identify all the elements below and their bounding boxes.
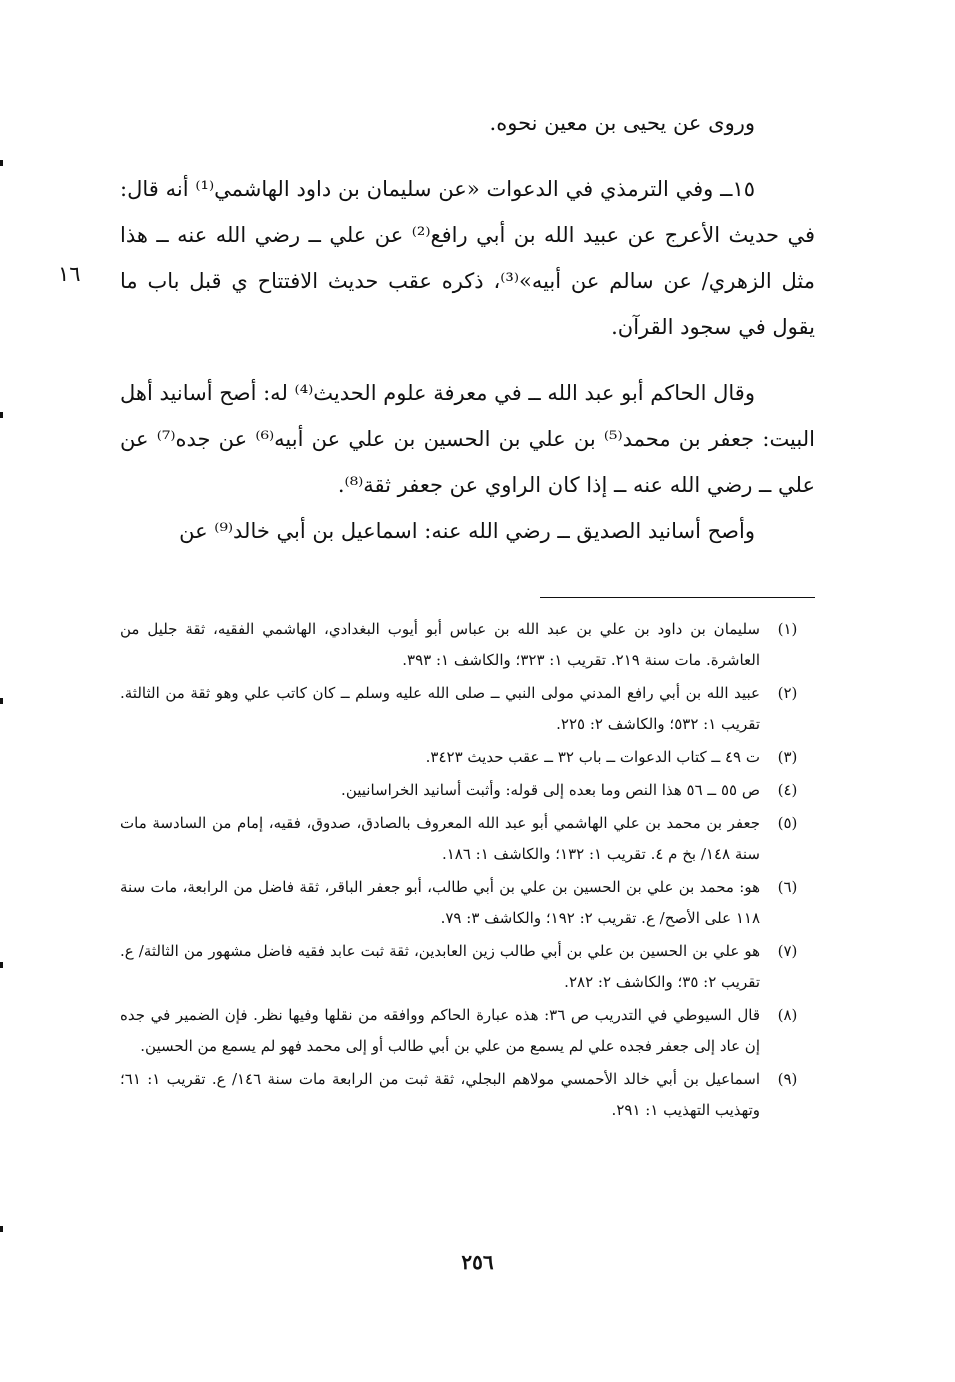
paragraph-3: وقال الحاكم أبو عبد الله ــ في معرفة علوم الحديث⁽⁴⁾ له: أصح أسانيد أهل البيت: جعفر بن محمد⁽⁵⁾ بن علي بن الحسين بن علي عن أبيه⁽⁶⁾ عن جده⁽⁷⁾ عن علي ــ رضي الله عنه ــ إذا كان الراوي عن جعفر ثقة⁽⁸⁾. — [120, 381, 815, 497]
footnote — [120, 614, 815, 676]
footnote-text: عبيد الله بن أبي رافع المدني مولى النبي ــ صلى الله عليه وسلم ــ كان كاتب علي وهو ثقة من الثالثة. تقريب ١: ٥٣٢؛ والكاشف ٢: ٢٢٥. — [120, 684, 760, 733]
scan-edge-mark — [0, 1226, 3, 1232]
footnote-number: (١) — [777, 620, 798, 638]
page-number: ٢٥٦ — [461, 1250, 494, 1274]
footnote — [120, 1000, 815, 1062]
footnote-divider — [540, 597, 815, 598]
scan-edge-mark — [0, 160, 3, 166]
paragraph-1: وروى عن يحيى بن معين نحوه. — [489, 111, 755, 135]
footnote — [120, 872, 815, 934]
footnote — [120, 1064, 815, 1126]
footnote-number: (٨) — [777, 1006, 798, 1024]
footnote — [120, 808, 815, 870]
footnote — [120, 936, 815, 998]
footnote-number: (٥) — [777, 814, 798, 832]
footnote-text: سليمان بن داود بن علي بن عبد الله بن عباس أبو أيوب البغدادي، الهاشمي الفقيه، ثقة جليل من العاشرة. مات سنة ٢١٩. تقريب ١: ٣٢٣؛ والكاشف ١: ٣٩٣. — [120, 620, 760, 669]
main-text — [120, 100, 815, 554]
footnote-text: قال السيوطي في التدريب ص ٣٦: هذه عبارة الحاكم ووافقه من نقلها وفيها نظر. فإن الضمير في جده إن عاد إلى جعفر فجده علي لم يسمع من علي بن أبي طالب أو إلى محمد فهو لم يسمع من الحسين. — [120, 1006, 760, 1055]
footnote-text: ص ٥٥ ــ ٥٦ هذا النص وما بعده إلى قوله: وأثبت أسانيد الخراسانيين. — [341, 781, 760, 799]
footnote — [120, 775, 815, 806]
footnotes — [120, 614, 815, 1128]
footnote-number: (٤) — [777, 781, 798, 799]
footnote — [120, 742, 815, 773]
footnote-text: هو: محمد بن علي بن الحسين بن علي بن أبي طالب، أبو جعفر الباقر، ثقة فاضل من الرابعة، مات سنة ١١٨ على الأصح/ ع. تقريب ٢: ١٩٢؛ والكاشف ٣: ٧٩. — [120, 878, 760, 927]
scan-edge-mark — [0, 412, 3, 418]
paragraph-4: وأصح أسانيد الصديق ــ رضي الله عنه: اسماعيل بن أبي خالد⁽⁹⁾ عن — [179, 519, 755, 543]
footnote-number: (٢) — [777, 684, 798, 702]
footnote-number: (٣) — [777, 748, 798, 766]
scan-edge-mark — [0, 698, 3, 704]
footnote-number: (٦) — [777, 878, 798, 896]
footnote-number: (٧) — [777, 942, 798, 960]
margin-folio-number: ١٦ — [58, 262, 81, 286]
scan-edge-mark — [0, 962, 3, 968]
footnote-text: اسماعيل بن أبي خالد الأحمسي مولاهم البجلي، ثقة ثبت من الرابعة مات سنة ١٤٦/ ع. تقريب ١: ٦١؛ وتهذيب التهذيب ١: ٢٩١. — [120, 1070, 760, 1119]
footnote — [120, 678, 815, 740]
footnote-text: ت ٤٩ ــ كتاب الدعوات ــ باب ٣٢ ــ عقب حديث ٣٤٢٣. — [425, 748, 760, 766]
footnote-text: هو علي بن الحسين بن علي بن أبي طالب زين العابدين، ثقة ثبت عابد فقيه فاضل مشهور من الثالثة/ ع. تقريب ٢: ٣٥؛ والكاشف ٢: ٢٨٢. — [120, 942, 760, 991]
footnote-text: جعفر بن محمد بن علي الهاشمي أبو عبد الله المعروف بالصادق، صدوق، فقيه، إمام من السادسة مات سنة ١٤٨/ بخ م ٤. تقريب ١: ١٣٢؛ والكاشف ١: ١٨٦. — [120, 814, 760, 863]
footnote-number: (٩) — [777, 1070, 798, 1088]
paragraph-2: ١٥ــ وفي الترمذي في الدعوات «عن سليمان بن داود الهاشمي⁽¹⁾ أنه قال: في حديث الأعرج عن عبيد الله بن أبي رافع⁽²⁾ عن علي ــ رضي الله عنه ــ هذا مثل الزهري/ عن سالم عن أبيه»⁽³⁾، ذكره عقب حديث الافتتاح ي قبل باب ما يقول في سجود القرآن. — [120, 177, 816, 339]
